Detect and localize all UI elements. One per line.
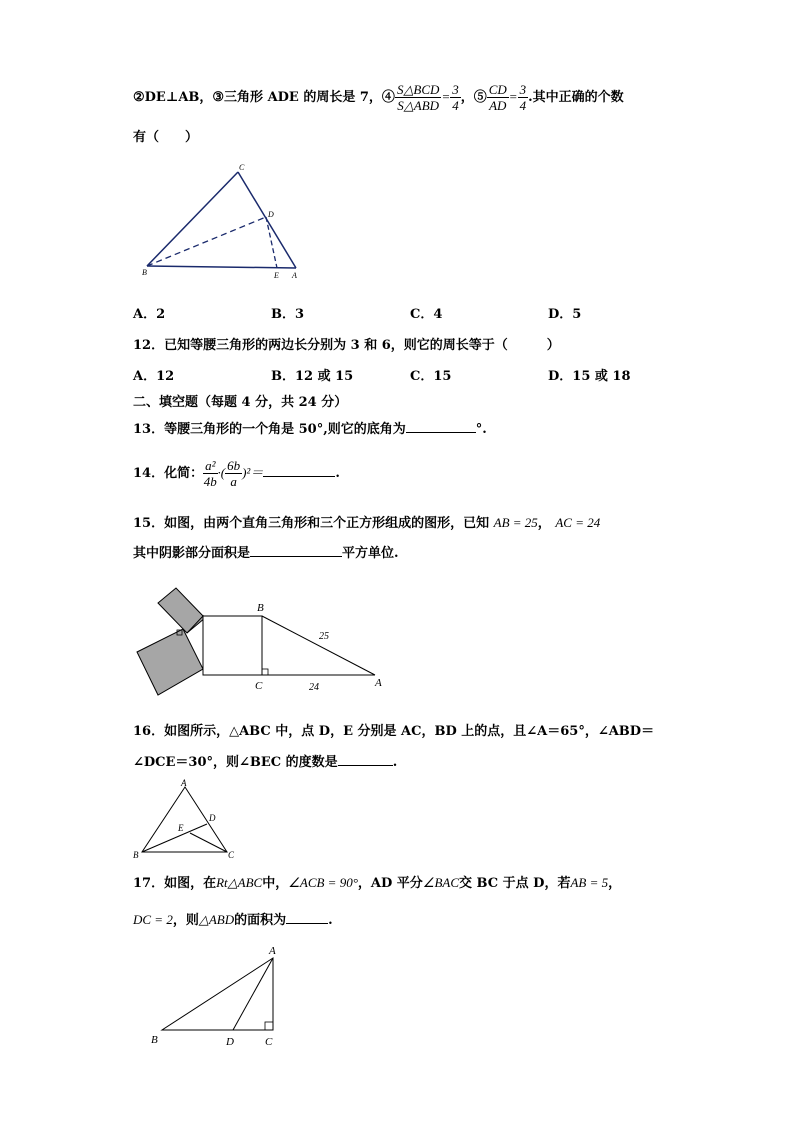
q17-line1: 17．如图，在Rt△ABC中，∠ACB = 90°，AD 平分∠BAC交 BC 于点 D，若AB = 5，: [133, 875, 622, 891]
q11-option-c: C．4: [410, 307, 443, 322]
q14-answer-blank: [263, 476, 335, 477]
q11-option-b: B．3: [271, 307, 305, 322]
q11-fraction-cd-ad: $\frac{CD}{AD}$: [488, 82, 507, 113]
q11-fraction-area-ratio: $\frac{\text{S△BCD}}{\text{S△ABD}}$: [396, 82, 440, 113]
q17-label-B: B: [151, 1034, 158, 1046]
q12-option-a: A．12: [133, 369, 175, 384]
q12-option-d: D．15 或 18: [548, 369, 631, 384]
q15-label-A: A: [375, 677, 382, 689]
q11-line2: 有（ ）: [133, 130, 199, 145]
q15-label-B: B: [257, 602, 264, 614]
q16-line2: ∠DCE＝30°，则∠BEC 的度数是 .: [133, 755, 398, 770]
q16-line1: 16．如图所示，△ABC 中，点 D，E 分别是 AC，BD 上的点，且∠A＝65°，∠ABD＝: [133, 724, 655, 739]
q13-answer-blank: [406, 432, 476, 433]
q15-label-25: 25: [319, 631, 329, 642]
q11-label-B: B: [142, 268, 147, 277]
q16-figure: [130, 778, 240, 863]
section-heading: 二、填空题（每题 4 分，共 24 分）: [133, 395, 348, 410]
q15-label-24: 24: [309, 682, 319, 693]
q11-fraction-three-quarters-b: $\frac{3}{4}$: [519, 82, 527, 113]
q17-answer-blank: [286, 923, 328, 924]
q12-option-c: C．15: [410, 369, 452, 384]
q11-label-C: C: [239, 163, 245, 172]
q15-figure: [130, 585, 390, 695]
q16-label-C: C: [228, 850, 235, 860]
q11-line1: ②DE⊥AB，③三角形 ADE 的周长是 7，④ $\frac{\text{S△BCD}}{\text{S△ABD}}$ = $\frac{3}{4}$ ，⑤ $\frac{CD}{AD}$ = $\frac{3}{4}$ .其中正确的个数: [133, 82, 624, 113]
q12-option-b: B．12 或 15: [271, 369, 354, 384]
q15-shaded-square-small: [158, 588, 205, 633]
q16-label-B: B: [133, 850, 139, 860]
q14-stem: 14．化简： $\frac{\text{a²}}{4b}$ ·( $\frac{6b}{a}$ )²＝ .: [133, 458, 340, 489]
q11-figure: [140, 160, 310, 285]
q11-option-a: A．2: [133, 307, 166, 322]
q16-answer-blank: [338, 765, 393, 766]
q15-shaded-square-large: [137, 629, 203, 695]
q15-line2: 其中阴影部分面积是 平方单位.: [133, 546, 399, 561]
q14-fraction-a2-4b: $\frac{\text{a²}}{4b}$: [203, 458, 217, 489]
q17-label-C: C: [265, 1036, 273, 1048]
q14-fraction-6b-a: $\frac{6b}{a}$: [227, 458, 241, 489]
q15-label-C: C: [255, 680, 263, 692]
q16-label-E: E: [178, 823, 184, 833]
q12-stem: 12．已知等腰三角形的两边长分别为 3 和 6，则它的周长等于（ ）: [133, 338, 560, 353]
q15-line1: 15．如图，由两个直角三角形和三个正方形组成的图形，已知 AB = 25， AC = 24: [133, 515, 601, 531]
q16-label-A: A: [181, 778, 187, 788]
q11-option-d: D．5: [548, 307, 582, 322]
q11-label-A: A: [292, 271, 297, 280]
q17-label-A: A: [269, 945, 276, 957]
q13-stem: 13．等腰三角形的一个角是 50°,则它的底角为 °.: [133, 422, 487, 437]
q15-answer-blank: [250, 556, 342, 557]
q16-label-D: D: [209, 813, 216, 823]
q11-label-D: D: [268, 210, 274, 219]
q15-middle-square: [203, 616, 262, 675]
q17-line2: DC = 2，则△ABD的面积为 .: [133, 912, 333, 928]
q17-figure: [145, 940, 290, 1050]
q17-label-D: D: [226, 1036, 234, 1048]
q11-label-E: E: [274, 271, 279, 280]
q11-fraction-three-quarters-a: $\frac{3}{4}$: [452, 82, 459, 113]
